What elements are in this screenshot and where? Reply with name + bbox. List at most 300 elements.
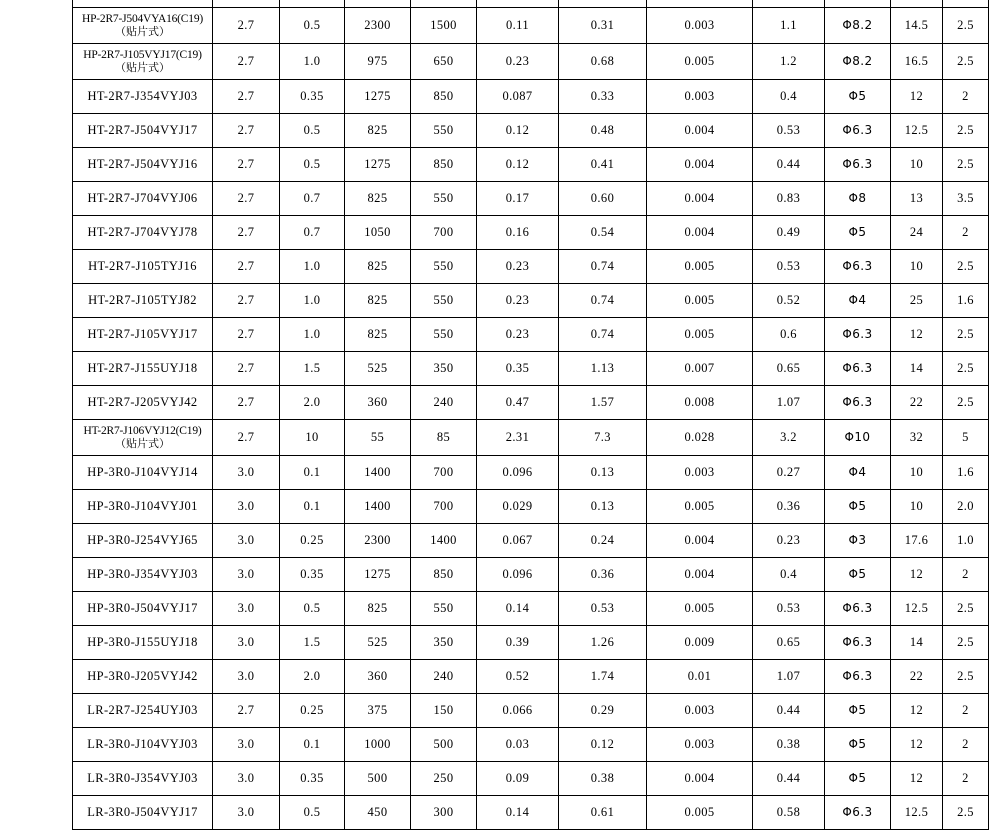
cell-c7: 0.005 (647, 592, 753, 626)
cell-c7: 0.004 (647, 216, 753, 250)
cell-c3: 525 (345, 352, 411, 386)
cell-c2: 1.0 (280, 44, 345, 80)
cell-c7: 0.005 (647, 250, 753, 284)
cell-c9: Φ6.3 (825, 318, 891, 352)
cell-c1: 2.7 (213, 8, 280, 44)
cell-c3: 825 (345, 592, 411, 626)
table-row (73, 44, 989, 80)
cell-c1: 2.7 (213, 80, 280, 114)
cell-c4: 550 (411, 592, 477, 626)
cell-c11: 3.5 (943, 182, 989, 216)
cell-c8: 0.53 (753, 592, 825, 626)
cell-c4: 350 (411, 352, 477, 386)
cell-c11: 2 (943, 80, 989, 114)
cell-c10: 10 (891, 148, 943, 182)
cell-c4: 550 (411, 182, 477, 216)
table-row (73, 148, 989, 182)
cell-c11: 2.5 (943, 386, 989, 420)
cell-c11: 1.0 (943, 524, 989, 558)
cell-c7: 0.005 (647, 796, 753, 830)
cell-c9: Φ5 (825, 490, 891, 524)
cell-c1: 2.7 (213, 318, 280, 352)
cell-model-name: HP-3R0-J205VYJ42 (73, 660, 213, 694)
cell-c1: 2.7 (213, 148, 280, 182)
table-row-partial (73, 0, 989, 8)
cell-c5: 0.14 (477, 796, 559, 830)
cell-c3: 825 (345, 114, 411, 148)
cell-c6: 0.53 (559, 592, 647, 626)
cell-c8: 0.23 (753, 524, 825, 558)
cell-c1: 2.7 (213, 386, 280, 420)
table-row (73, 762, 989, 796)
cell-c6: 0.33 (559, 80, 647, 114)
cell-c4: 550 (411, 318, 477, 352)
cell-c1: 3.0 (213, 660, 280, 694)
cell-c5: 0.17 (477, 182, 559, 216)
cell-c8: 0.44 (753, 762, 825, 796)
cell-c8: 1.07 (753, 386, 825, 420)
cell-c3: 1400 (345, 456, 411, 490)
cell-c5: 0.16 (477, 216, 559, 250)
cell-c2: 1.0 (280, 318, 345, 352)
cell-c10: 12 (891, 80, 943, 114)
cell-c1: 2.7 (213, 114, 280, 148)
cell-c3: 825 (345, 250, 411, 284)
cell-c6: 0.29 (559, 694, 647, 728)
cell (345, 0, 411, 8)
cell-c8: 0.4 (753, 80, 825, 114)
cell-c5: 0.12 (477, 114, 559, 148)
cell-c10: 25 (891, 284, 943, 318)
cell-c5: 0.096 (477, 456, 559, 490)
cell-c3: 500 (345, 762, 411, 796)
cell-c9: Φ6.3 (825, 148, 891, 182)
cell-c6: 0.61 (559, 796, 647, 830)
cell-c1: 2.7 (213, 216, 280, 250)
cell (753, 0, 825, 8)
cell-c9: Φ4 (825, 284, 891, 318)
cell-model-name: LR-3R0-J104VYJ03 (73, 728, 213, 762)
table-row (73, 490, 989, 524)
cell-c11: 2.5 (943, 352, 989, 386)
table-row (73, 524, 989, 558)
cell-c10: 22 (891, 386, 943, 420)
cell (647, 0, 753, 8)
cell-c8: 1.2 (753, 44, 825, 80)
cell-c7: 0.005 (647, 318, 753, 352)
cell-c8: 0.65 (753, 626, 825, 660)
cell-c4: 150 (411, 694, 477, 728)
cell-c9: Φ6.3 (825, 352, 891, 386)
cell-c11: 2.5 (943, 114, 989, 148)
cell-c11: 2.5 (943, 148, 989, 182)
cell-c9: Φ6.3 (825, 796, 891, 830)
cell-c9: Φ8.2 (825, 8, 891, 44)
cell-c5: 0.096 (477, 558, 559, 592)
cell-c4: 350 (411, 626, 477, 660)
cell-c3: 375 (345, 694, 411, 728)
table-row (73, 592, 989, 626)
cell-model-name: HT-2R7-J704VYJ78 (73, 216, 213, 250)
cell-model-name: HT-2R7-J105TYJ16 (73, 250, 213, 284)
cell-c3: 1275 (345, 148, 411, 182)
cell-model-name-sub: （贴片式） (115, 60, 170, 74)
cell-c2: 1.5 (280, 626, 345, 660)
cell-c10: 10 (891, 250, 943, 284)
cell-c9: Φ5 (825, 728, 891, 762)
cell-c7: 0.007 (647, 352, 753, 386)
cell-c8: 1.07 (753, 660, 825, 694)
cell-c9: Φ6.3 (825, 626, 891, 660)
cell-c5: 0.52 (477, 660, 559, 694)
cell-c2: 2.0 (280, 386, 345, 420)
cell (943, 0, 989, 8)
cell-c2: 0.5 (280, 592, 345, 626)
cell-c8: 0.4 (753, 558, 825, 592)
cell-c2: 0.7 (280, 216, 345, 250)
cell-c4: 85 (411, 420, 477, 456)
cell-c6: 0.36 (559, 558, 647, 592)
cell-c2: 0.5 (280, 796, 345, 830)
cell-c3: 1000 (345, 728, 411, 762)
table-row (73, 250, 989, 284)
cell-model-name: HP-3R0-J155UYJ18 (73, 626, 213, 660)
cell-c6: 0.24 (559, 524, 647, 558)
cell-c8: 0.53 (753, 250, 825, 284)
cell-c3: 450 (345, 796, 411, 830)
cell-c2: 2.0 (280, 660, 345, 694)
cell-c11: 2 (943, 762, 989, 796)
cell-c9: Φ3 (825, 524, 891, 558)
cell-c10: 12 (891, 558, 943, 592)
table-row (73, 352, 989, 386)
cell-c1: 3.0 (213, 490, 280, 524)
cell-c3: 825 (345, 182, 411, 216)
cell-c8: 0.27 (753, 456, 825, 490)
cell-c7: 0.003 (647, 456, 753, 490)
cell-c7: 0.003 (647, 80, 753, 114)
cell-c5: 0.03 (477, 728, 559, 762)
cell-c9: Φ8 (825, 182, 891, 216)
cell-c1: 2.7 (213, 182, 280, 216)
cell-c4: 240 (411, 660, 477, 694)
cell-c2: 0.25 (280, 694, 345, 728)
cell-c3: 825 (345, 284, 411, 318)
table-row (73, 8, 989, 44)
cell-c9: Φ6.3 (825, 660, 891, 694)
cell-model-name: HT-2R7-J704VYJ06 (73, 182, 213, 216)
cell-c6: 0.13 (559, 456, 647, 490)
cell (213, 0, 280, 8)
cell-model-name: LR-3R0-J504VYJ17 (73, 796, 213, 830)
cell-c2: 1.5 (280, 352, 345, 386)
cell-c1: 3.0 (213, 524, 280, 558)
cell-c7: 0.01 (647, 660, 753, 694)
cell (477, 0, 559, 8)
cell-c11: 2 (943, 694, 989, 728)
cell-c2: 0.35 (280, 80, 345, 114)
cell-c5: 0.067 (477, 524, 559, 558)
cell-c11: 2.5 (943, 626, 989, 660)
cell-c4: 850 (411, 558, 477, 592)
cell-c6: 0.41 (559, 148, 647, 182)
cell-c7: 0.005 (647, 490, 753, 524)
cell-c8: 0.6 (753, 318, 825, 352)
cell-c2: 0.1 (280, 490, 345, 524)
cell-c2: 0.25 (280, 524, 345, 558)
cell-c8: 0.44 (753, 148, 825, 182)
cell-c10: 10 (891, 490, 943, 524)
cell-c8: 0.38 (753, 728, 825, 762)
cell-model-name: HP-2R7-J504VYA16(C19) （贴片式） (73, 8, 213, 44)
cell-c6: 0.48 (559, 114, 647, 148)
cell-c1: 3.0 (213, 592, 280, 626)
cell-c2: 0.1 (280, 456, 345, 490)
cell-c4: 550 (411, 114, 477, 148)
cell-model-name: HT-2R7-J504VYJ16 (73, 148, 213, 182)
cell-c9: Φ5 (825, 694, 891, 728)
table-row (73, 318, 989, 352)
cell-c3: 2300 (345, 8, 411, 44)
cell-c3: 1050 (345, 216, 411, 250)
cell-c4: 850 (411, 148, 477, 182)
cell-c4: 700 (411, 490, 477, 524)
cell-model-name: HT-2R7-J105VYJ17 (73, 318, 213, 352)
cell-model-name: LR-2R7-J254UYJ03 (73, 694, 213, 728)
cell-c11: 2.5 (943, 250, 989, 284)
cell-c5: 2.31 (477, 420, 559, 456)
cell-c1: 2.7 (213, 44, 280, 80)
cell-c8: 0.83 (753, 182, 825, 216)
cell-c5: 0.35 (477, 352, 559, 386)
cell (73, 0, 213, 8)
cell-c6: 0.38 (559, 762, 647, 796)
table-body (73, 0, 989, 830)
cell-c8: 0.58 (753, 796, 825, 830)
cell-c7: 0.005 (647, 44, 753, 80)
cell-c5: 0.23 (477, 250, 559, 284)
cell-c10: 12 (891, 694, 943, 728)
cell-c7: 0.004 (647, 114, 753, 148)
cell-c10: 17.6 (891, 524, 943, 558)
cell-c5: 0.029 (477, 490, 559, 524)
specification-table (72, 0, 989, 830)
cell-c5: 0.12 (477, 148, 559, 182)
cell-c7: 0.009 (647, 626, 753, 660)
cell-c9: Φ5 (825, 558, 891, 592)
cell-c11: 2.5 (943, 44, 989, 80)
cell-model-name: LR-3R0-J354VYJ03 (73, 762, 213, 796)
cell-c11: 2.5 (943, 8, 989, 44)
cell-c6: 0.74 (559, 250, 647, 284)
cell-c1: 2.7 (213, 420, 280, 456)
cell-c3: 975 (345, 44, 411, 80)
table-row (73, 420, 989, 456)
cell-c10: 12 (891, 728, 943, 762)
cell-c8: 0.44 (753, 694, 825, 728)
cell-c4: 240 (411, 386, 477, 420)
cell-c1: 2.7 (213, 694, 280, 728)
cell-c3: 525 (345, 626, 411, 660)
cell-c2: 0.35 (280, 558, 345, 592)
cell-model-name: HT-2R7-J106VYJ12(C19) （贴片式） (73, 420, 213, 456)
cell-c10: 32 (891, 420, 943, 456)
cell-c9: Φ5 (825, 762, 891, 796)
cell-c10: 12 (891, 762, 943, 796)
cell-c6: 0.60 (559, 182, 647, 216)
cell-c11: 2 (943, 558, 989, 592)
cell-c1: 2.7 (213, 284, 280, 318)
cell-model-name: HT-2R7-J105TYJ82 (73, 284, 213, 318)
cell-c7: 0.008 (647, 386, 753, 420)
cell-c4: 650 (411, 44, 477, 80)
cell-c3: 55 (345, 420, 411, 456)
cell-c10: 14 (891, 352, 943, 386)
cell-c2: 0.5 (280, 8, 345, 44)
cell-c7: 0.004 (647, 148, 753, 182)
cell-c4: 1500 (411, 8, 477, 44)
cell-c6: 0.74 (559, 318, 647, 352)
cell-c10: 14.5 (891, 8, 943, 44)
cell-c7: 0.003 (647, 694, 753, 728)
cell-c6: 1.57 (559, 386, 647, 420)
cell-c4: 1400 (411, 524, 477, 558)
cell-c10: 14 (891, 626, 943, 660)
cell-c7: 0.004 (647, 182, 753, 216)
cell-c5: 0.087 (477, 80, 559, 114)
cell-c11: 2 (943, 216, 989, 250)
table-row (73, 386, 989, 420)
cell (825, 0, 891, 8)
cell-c9: Φ5 (825, 216, 891, 250)
table-row (73, 456, 989, 490)
cell-c1: 3.0 (213, 558, 280, 592)
table-row (73, 182, 989, 216)
cell-c4: 550 (411, 284, 477, 318)
cell-c8: 0.36 (753, 490, 825, 524)
table-row (73, 728, 989, 762)
cell-c7: 0.005 (647, 284, 753, 318)
cell-c2: 1.0 (280, 250, 345, 284)
cell-c9: Φ6.3 (825, 592, 891, 626)
cell-c2: 10 (280, 420, 345, 456)
cell-c3: 360 (345, 386, 411, 420)
cell-c3: 1275 (345, 80, 411, 114)
table-row (73, 694, 989, 728)
cell-c10: 12.5 (891, 592, 943, 626)
cell-model-name: HP-3R0-J104VYJ01 (73, 490, 213, 524)
cell-c3: 2300 (345, 524, 411, 558)
cell-c1: 3.0 (213, 456, 280, 490)
cell (891, 0, 943, 8)
table-row (73, 80, 989, 114)
cell-model-name-sub: （贴片式） (115, 24, 170, 38)
cell-c11: 2.0 (943, 490, 989, 524)
cell-c11: 2.5 (943, 660, 989, 694)
cell-model-name: HP-2R7-J105VYJ17(C19) （贴片式） (73, 44, 213, 80)
cell-c6: 0.13 (559, 490, 647, 524)
cell-c6: 7.3 (559, 420, 647, 456)
cell-c4: 700 (411, 216, 477, 250)
table-row (73, 796, 989, 830)
cell-c1: 2.7 (213, 250, 280, 284)
cell-c11: 2 (943, 728, 989, 762)
cell (411, 0, 477, 8)
cell-c5: 0.39 (477, 626, 559, 660)
cell-c7: 0.004 (647, 524, 753, 558)
cell-c11: 2.5 (943, 796, 989, 830)
cell-c9: Φ8.2 (825, 44, 891, 80)
cell-c5: 0.09 (477, 762, 559, 796)
cell-c11: 2.5 (943, 318, 989, 352)
cell-c11: 2.5 (943, 592, 989, 626)
cell-c2: 0.1 (280, 728, 345, 762)
cell-c5: 0.23 (477, 44, 559, 80)
cell-c5: 0.23 (477, 318, 559, 352)
cell-c6: 1.74 (559, 660, 647, 694)
cell-c4: 500 (411, 728, 477, 762)
cell-c9: Φ6.3 (825, 386, 891, 420)
cell-c4: 700 (411, 456, 477, 490)
cell-c9: Φ10 (825, 420, 891, 456)
table-row (73, 114, 989, 148)
cell-c9: Φ6.3 (825, 250, 891, 284)
cell-c10: 22 (891, 660, 943, 694)
table-row (73, 284, 989, 318)
cell-c6: 0.74 (559, 284, 647, 318)
table-row (73, 558, 989, 592)
cell-c1: 3.0 (213, 762, 280, 796)
cell-c2: 1.0 (280, 284, 345, 318)
cell-model-name: HT-2R7-J504VYJ17 (73, 114, 213, 148)
cell-model-name: HP-3R0-J104VYJ14 (73, 456, 213, 490)
cell-c10: 24 (891, 216, 943, 250)
cell-c10: 12 (891, 318, 943, 352)
cell-model-name: HP-3R0-J504VYJ17 (73, 592, 213, 626)
cell-c5: 0.23 (477, 284, 559, 318)
cell-model-name: HT-2R7-J155UYJ18 (73, 352, 213, 386)
cell-c8: 1.1 (753, 8, 825, 44)
cell-c4: 850 (411, 80, 477, 114)
cell-c8: 0.49 (753, 216, 825, 250)
cell-c8: 0.52 (753, 284, 825, 318)
cell-c2: 0.35 (280, 762, 345, 796)
table-row (73, 216, 989, 250)
cell-c8: 3.2 (753, 420, 825, 456)
cell-c11: 1.6 (943, 284, 989, 318)
cell-c6: 0.31 (559, 8, 647, 44)
cell-c6: 1.13 (559, 352, 647, 386)
table-row (73, 626, 989, 660)
cell-model-name: HT-2R7-J354VYJ03 (73, 80, 213, 114)
cell-c3: 1275 (345, 558, 411, 592)
cell-c6: 0.68 (559, 44, 647, 80)
cell-model-name: HP-3R0-J354VYJ03 (73, 558, 213, 592)
cell-c4: 250 (411, 762, 477, 796)
cell-c6: 1.26 (559, 626, 647, 660)
cell-c4: 300 (411, 796, 477, 830)
cell (559, 0, 647, 8)
cell-c11: 1.6 (943, 456, 989, 490)
cell-c2: 0.5 (280, 148, 345, 182)
cell-c3: 825 (345, 318, 411, 352)
cell-c3: 360 (345, 660, 411, 694)
cell-c5: 0.47 (477, 386, 559, 420)
cell-c9: Φ5 (825, 80, 891, 114)
cell-c1: 2.7 (213, 352, 280, 386)
cell-c11: 5 (943, 420, 989, 456)
cell-c5: 0.14 (477, 592, 559, 626)
